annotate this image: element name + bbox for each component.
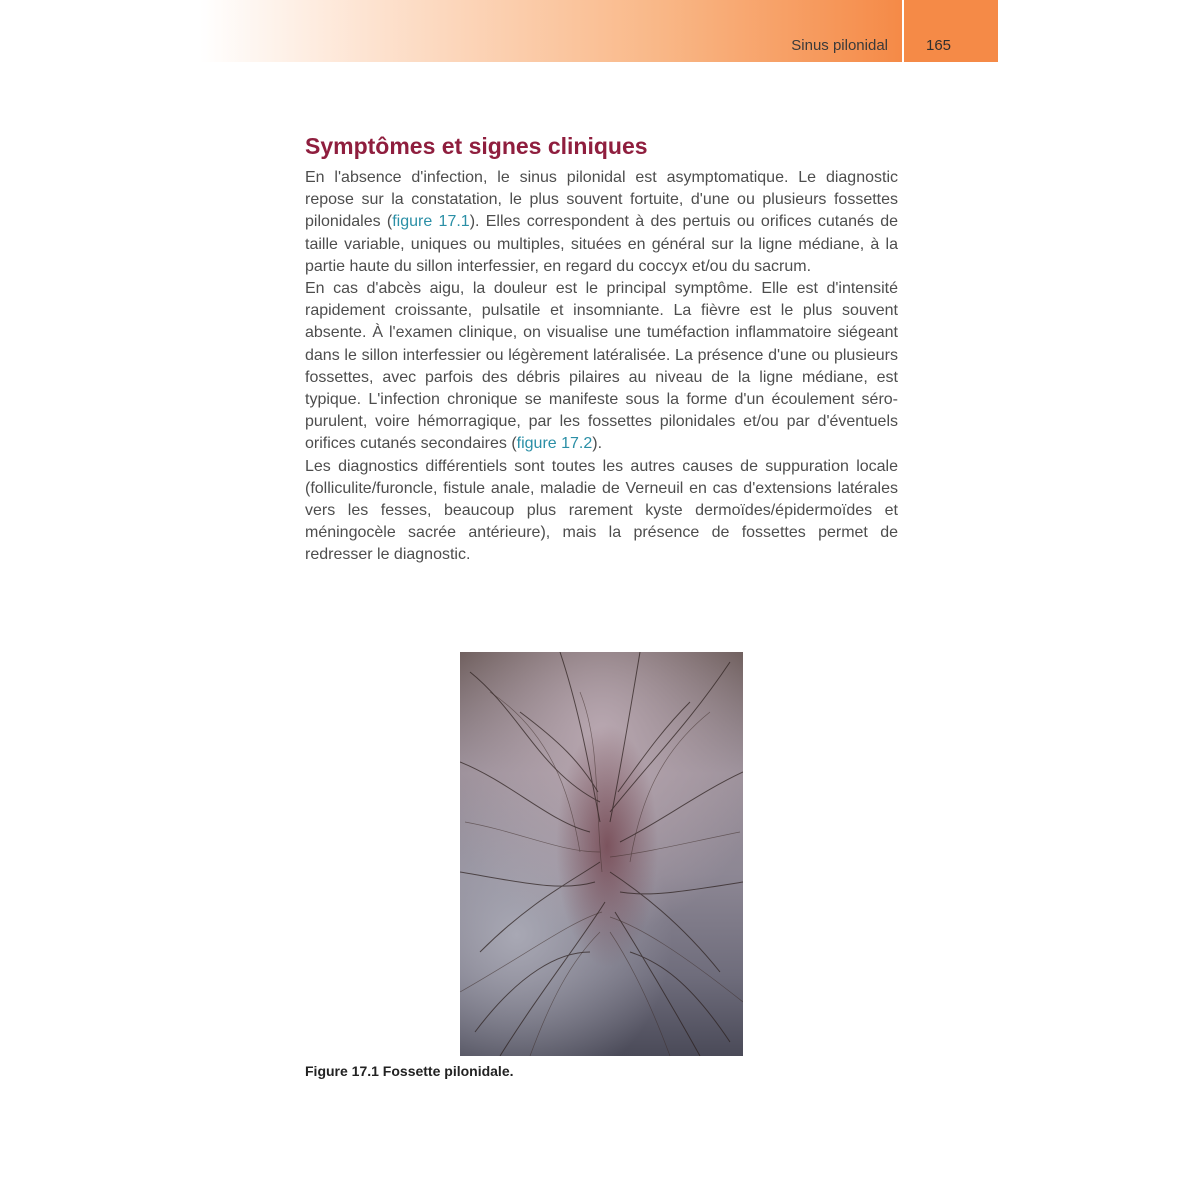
paragraph-2: [305, 278, 898, 456]
running-title: Sinus pilonidal: [791, 37, 888, 54]
paragraph-1-text: En l'absence d'infection, le sinus pilonidal est asymptomatique. Le diagnostic repose sur la constatation, le plus souvent fortuite, d'une ou plusieurs fossettes pilonidales (: [305, 169, 898, 231]
page-number-box: [904, 0, 998, 62]
figure-17-2-link[interactable]: figure 17.2: [516, 435, 593, 453]
paragraph-1-text-end: ). Elles correspondent à des pertuis ou orifices cutanés de taille variable, uniques ou multiples, situées en général sur la ligne médiane, à la partie haute du sillon interfessier, en regard du coccyx et/ou du sacrum.: [305, 213, 899, 275]
body-text: [305, 167, 898, 567]
paragraph-1: [305, 167, 898, 278]
running-header: [200, 0, 902, 62]
section-heading: Symptômes et signes cliniques: [305, 133, 648, 159]
page-number: 165: [926, 37, 952, 54]
hair-texture: [460, 652, 743, 1056]
paragraph-3: Les diagnostics différentiels sont toutes les autres causes de suppuration locale (folliculite/furoncle, fistule anale, maladie de Verneuil en cas d'extensions latérales vers les fesses, beaucoup plus rarement kyste dermoïdes/épidermoïdes et méningocèle sacrée antérieure), mais la présence de fossettes permet de redresser le diagnostic.: [305, 457, 898, 564]
paragraph-2-text: En cas d'abcès aigu, la douleur est le principal symptôme. Elle est d'intensité rapidement croissante, pulsatile et insomniante. La fièvre est le plus souvent absente. À l'examen clinique, on visualise une tuméfaction inflammatoire siégeant dans le sillon interfessier ou légèrement latéralisée. La présence d'une ou plusieurs fossettes, avec parfois des débris pilaires au niveau de la ligne médiane, est typique. L'infection chronique se manifeste sous la forme d'un écoulement séro-purulent, voire hémorragique, par les fossettes pilonidales et/ou par d'éventuels orifices cutanés secondaires (: [305, 280, 898, 453]
paragraph-2-text-end: ).: [592, 435, 603, 453]
clinical-photo: [460, 652, 743, 1056]
figure-17-1-link[interactable]: figure 17.1: [392, 213, 470, 231]
figure-caption: Figure 17.1 Fossette pilonidale.: [305, 1063, 514, 1079]
